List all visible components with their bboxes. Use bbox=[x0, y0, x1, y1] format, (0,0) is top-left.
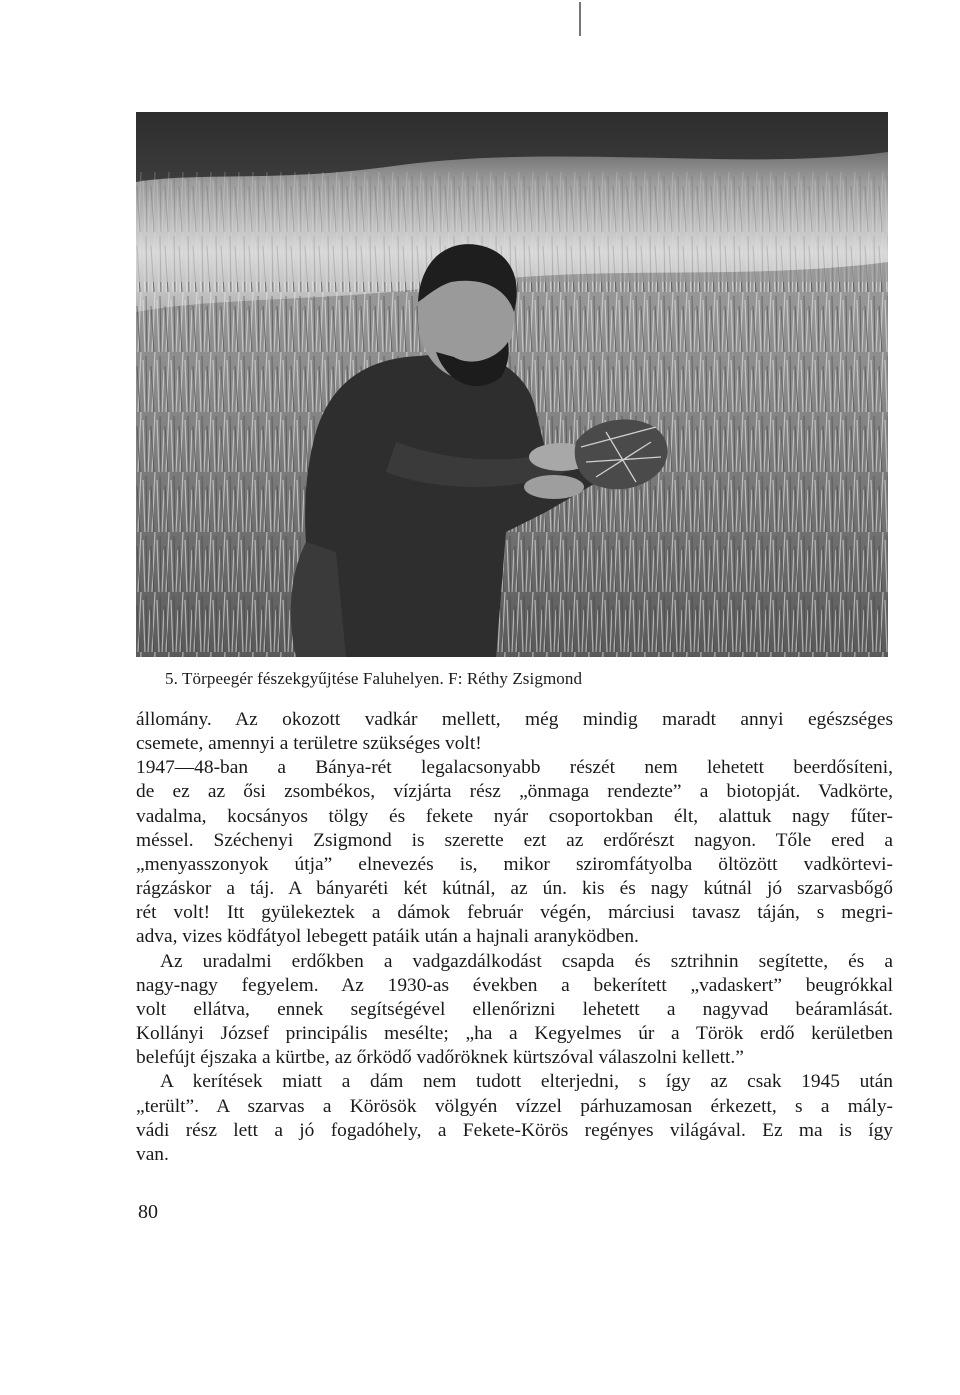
text-line: vadalma, kocsányos tölgy és fekete nyár csoportokban élt, alattuk nagy fűter- bbox=[136, 805, 893, 827]
text-line: belefújt éjszaka a kürtbe, az őrködő vadőröknek kürtszóval válaszolni kellett.” bbox=[136, 1047, 744, 1069]
text-line: adva, vizes ködfátyol lebegett patáik után a hajnali aranyködben. bbox=[136, 926, 639, 948]
text-line: vádi rész lett a jó fogadóhely, a Fekete-Körös regényes világával. Ez ma is így bbox=[136, 1119, 893, 1141]
text-line: állomány. Az okozott vadkár mellett, még mindig maradt annyi egészséges bbox=[136, 709, 893, 730]
figure-caption: 5. Törpeegér fészekgyűjtése Faluhelyen. F: Réthy Zsigmond bbox=[165, 669, 583, 688]
text-line: „menyasszonyok útja” elnevezés is, mikor sziromfátyolba öltözött vadkörtevi- bbox=[136, 853, 893, 875]
photograph-icon bbox=[136, 112, 888, 657]
page-number: 80 bbox=[138, 1201, 158, 1223]
text-line: volt ellátva, ennek segítségével ellenőrizni lehetett a nagyvad beáramlását. bbox=[136, 998, 893, 1020]
body-text bbox=[136, 708, 893, 1167]
text-line: nagy-nagy fegyelem. Az 1930-as években a bekerített „vadaskert” beugrókkal bbox=[136, 974, 893, 996]
text-line: Kollányi József principális mesélte; „ha a Kegyelmes úr a Török erdő kerületben bbox=[136, 1023, 893, 1045]
text-line: rágzáskor a táj. A bányaréti két kútnál, az ún. kis és nagy kútnál jó szarvasbőgő bbox=[136, 878, 893, 900]
text-line: van. bbox=[136, 1143, 169, 1165]
text-line: de ez az ősi zsombékos, vízjárta rész „önmaga rendezte” a biotopját. Vadkörte, bbox=[136, 781, 893, 803]
text-line: „terült”. A szarvas a Körösök völgyén vízzel párhuzamosan érkezett, s a mály- bbox=[136, 1095, 893, 1117]
text-line: méssel. Széchenyi Zsigmond is szerette ezt az erdőrészt nagyon. Tőle ered a bbox=[136, 829, 893, 851]
text-line: Az uradalmi erdőkben a vadgazdálkodást csapda és sztrihnin segítette, és a bbox=[160, 950, 893, 972]
text-line: 1947—48-ban a Bánya-rét legalacsonyabb részét nem lehetett beerdősíteni, bbox=[136, 757, 893, 779]
stray-scan-mark bbox=[579, 2, 581, 36]
figure-photograph bbox=[136, 112, 888, 657]
text-line: rét volt! Itt gyülekeztek a dámok február végén, márciusi tavasz táján, s megri- bbox=[136, 902, 893, 924]
text-line: A kerítések miatt a dám nem tudott elterjedni, s így az csak 1945 után bbox=[160, 1071, 893, 1093]
text-line: csemete, amennyi a területre szükséges volt! bbox=[136, 733, 482, 755]
